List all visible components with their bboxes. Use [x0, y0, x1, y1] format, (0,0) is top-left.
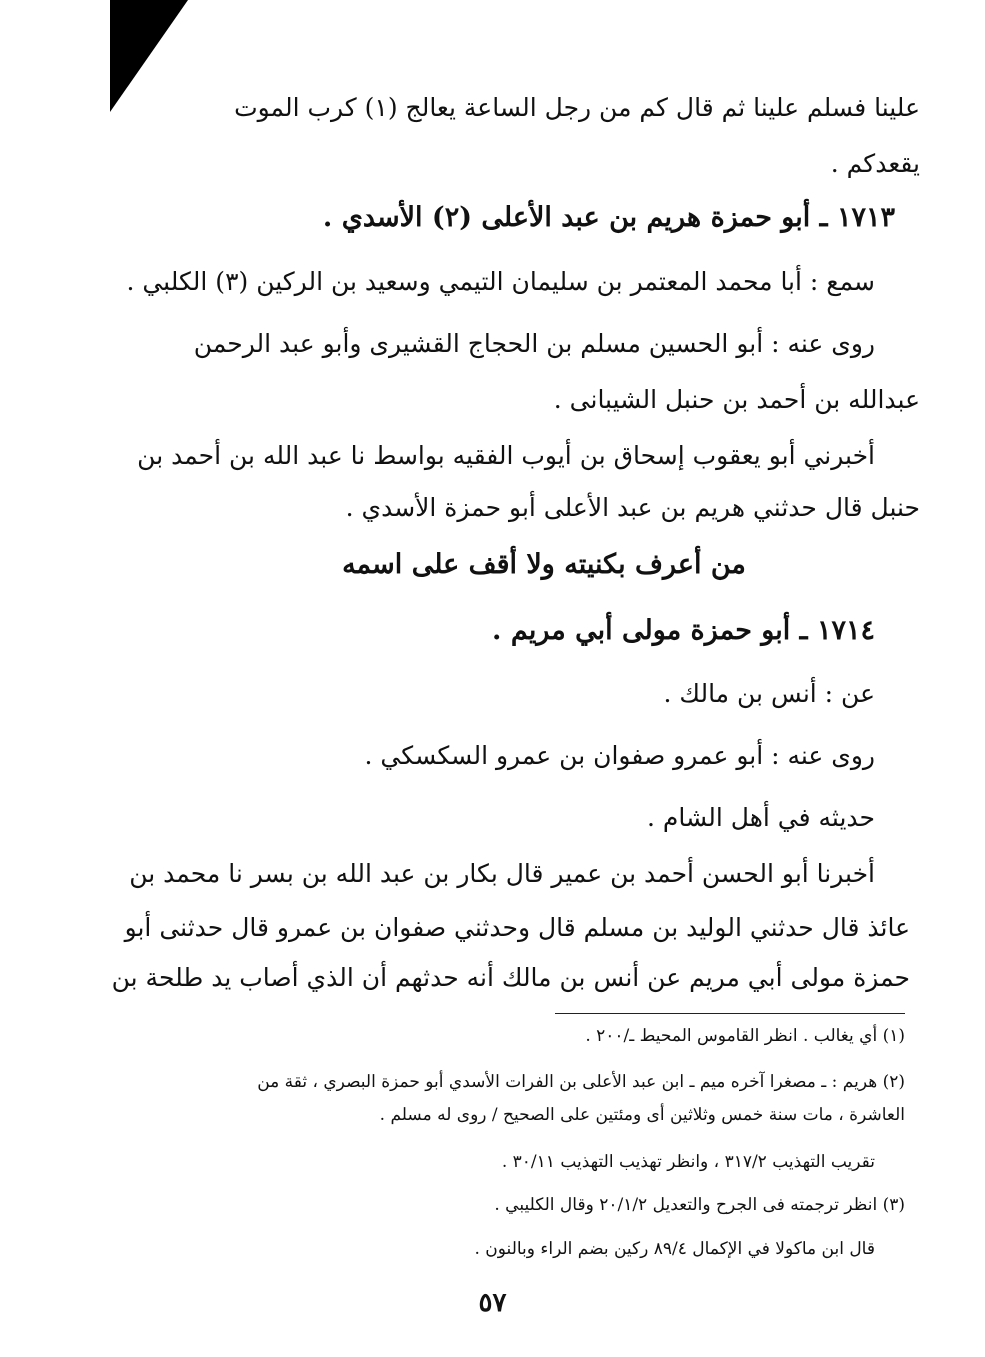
footnote-2-line-2: العاشرة ، مات سنة خمس وثلاثين أى ومئتين على الصحيح / روى له مسلم . [379, 1105, 905, 1125]
footnote-3-line-2: قال ابن ماكولا في الإكمال ٨٩/٤ ركين بضم الراء وبالنون . [474, 1239, 875, 1259]
section-heading: من أعرف بكنيته ولا أقف على اسمه [342, 549, 746, 580]
footnote-2-line-1: (٢) هريم : ـ مصغرا آخره ميم ـ ابن عبد الأعلى بن الفرات الأسدي أبو حمزة البصري ، ثقة من [257, 1072, 905, 1092]
footnote-separator [555, 1013, 905, 1014]
footnote-2-line-3: تقريب التهذيب ٣١٧/٢ ، وانظر تهذيب التهذيب ٣٠/١١ . [501, 1152, 875, 1172]
body-line-3: سمع : أبا محمد المعتمر بن سليمان التيمي وسعيد بن الركين (٣) الكلبي . [126, 267, 875, 296]
body-line-4: روى عنه : أبو الحسين مسلم بن الحجاج القشيرى وأبو عبد الرحمن [193, 329, 875, 358]
footnote-1: (١) أي يغالب . انظر القاموس المحيط ـ/٢٠٠ . [585, 1026, 905, 1046]
page-number: ٥٧ [478, 1288, 507, 1318]
body-line-12: عائذ قال حدثني الوليد بن مسلم قال وحدثني صفوان بن عمرو قال حدثنى أبو [124, 913, 910, 942]
footnote-3-line-1: (٣) انظر ترجمته فى الجرح والتعديل ٢٠/١/٢ وقال الكليبي . [494, 1195, 905, 1215]
body-line-10: حديثه في أهل الشام . [646, 803, 875, 832]
corner-scan-mark [108, 0, 188, 112]
body-line-5: عبدالله بن أحمد بن حنبل الشيبانى . [553, 385, 920, 414]
entry-1713-heading: ١٧١٣ ـ أبو حمزة هريم بن عبد الأعلى (٢) الأسدي . [322, 202, 895, 233]
entry-1714-heading: ١٧١٤ ـ أبو حمزة مولى أبي مريم . [492, 615, 875, 646]
body-line-11: أخبرنا أبو الحسن أحمد بن عمير قال بكار بن عبد الله بن بسر نا محمد بن [129, 859, 875, 888]
body-line-2: يقعدكم . [830, 149, 920, 178]
body-line-7: حنبل قال حدثني هريم بن عبد الأعلى أبو حمزة الأسدي . [345, 493, 920, 522]
body-line-13: حمزة مولى أبي مريم عن أنس بن مالك أنه حدثهم أن الذي أصاب يد طلحة بن [111, 963, 910, 992]
body-line-9: روى عنه : أبو عمرو صفوان بن عمرو السكسكي . [364, 741, 875, 770]
body-line-8: عن : أنس بن مالك . [663, 679, 875, 708]
body-line-1: علينا فسلم علينا ثم قال كم من رجل الساعة يعالج (١) كرب الموت [234, 93, 920, 122]
body-line-6: أخبرني أبو يعقوب إسحاق بن أيوب الفقيه بواسط نا عبد الله بن أحمد بن [137, 441, 875, 470]
